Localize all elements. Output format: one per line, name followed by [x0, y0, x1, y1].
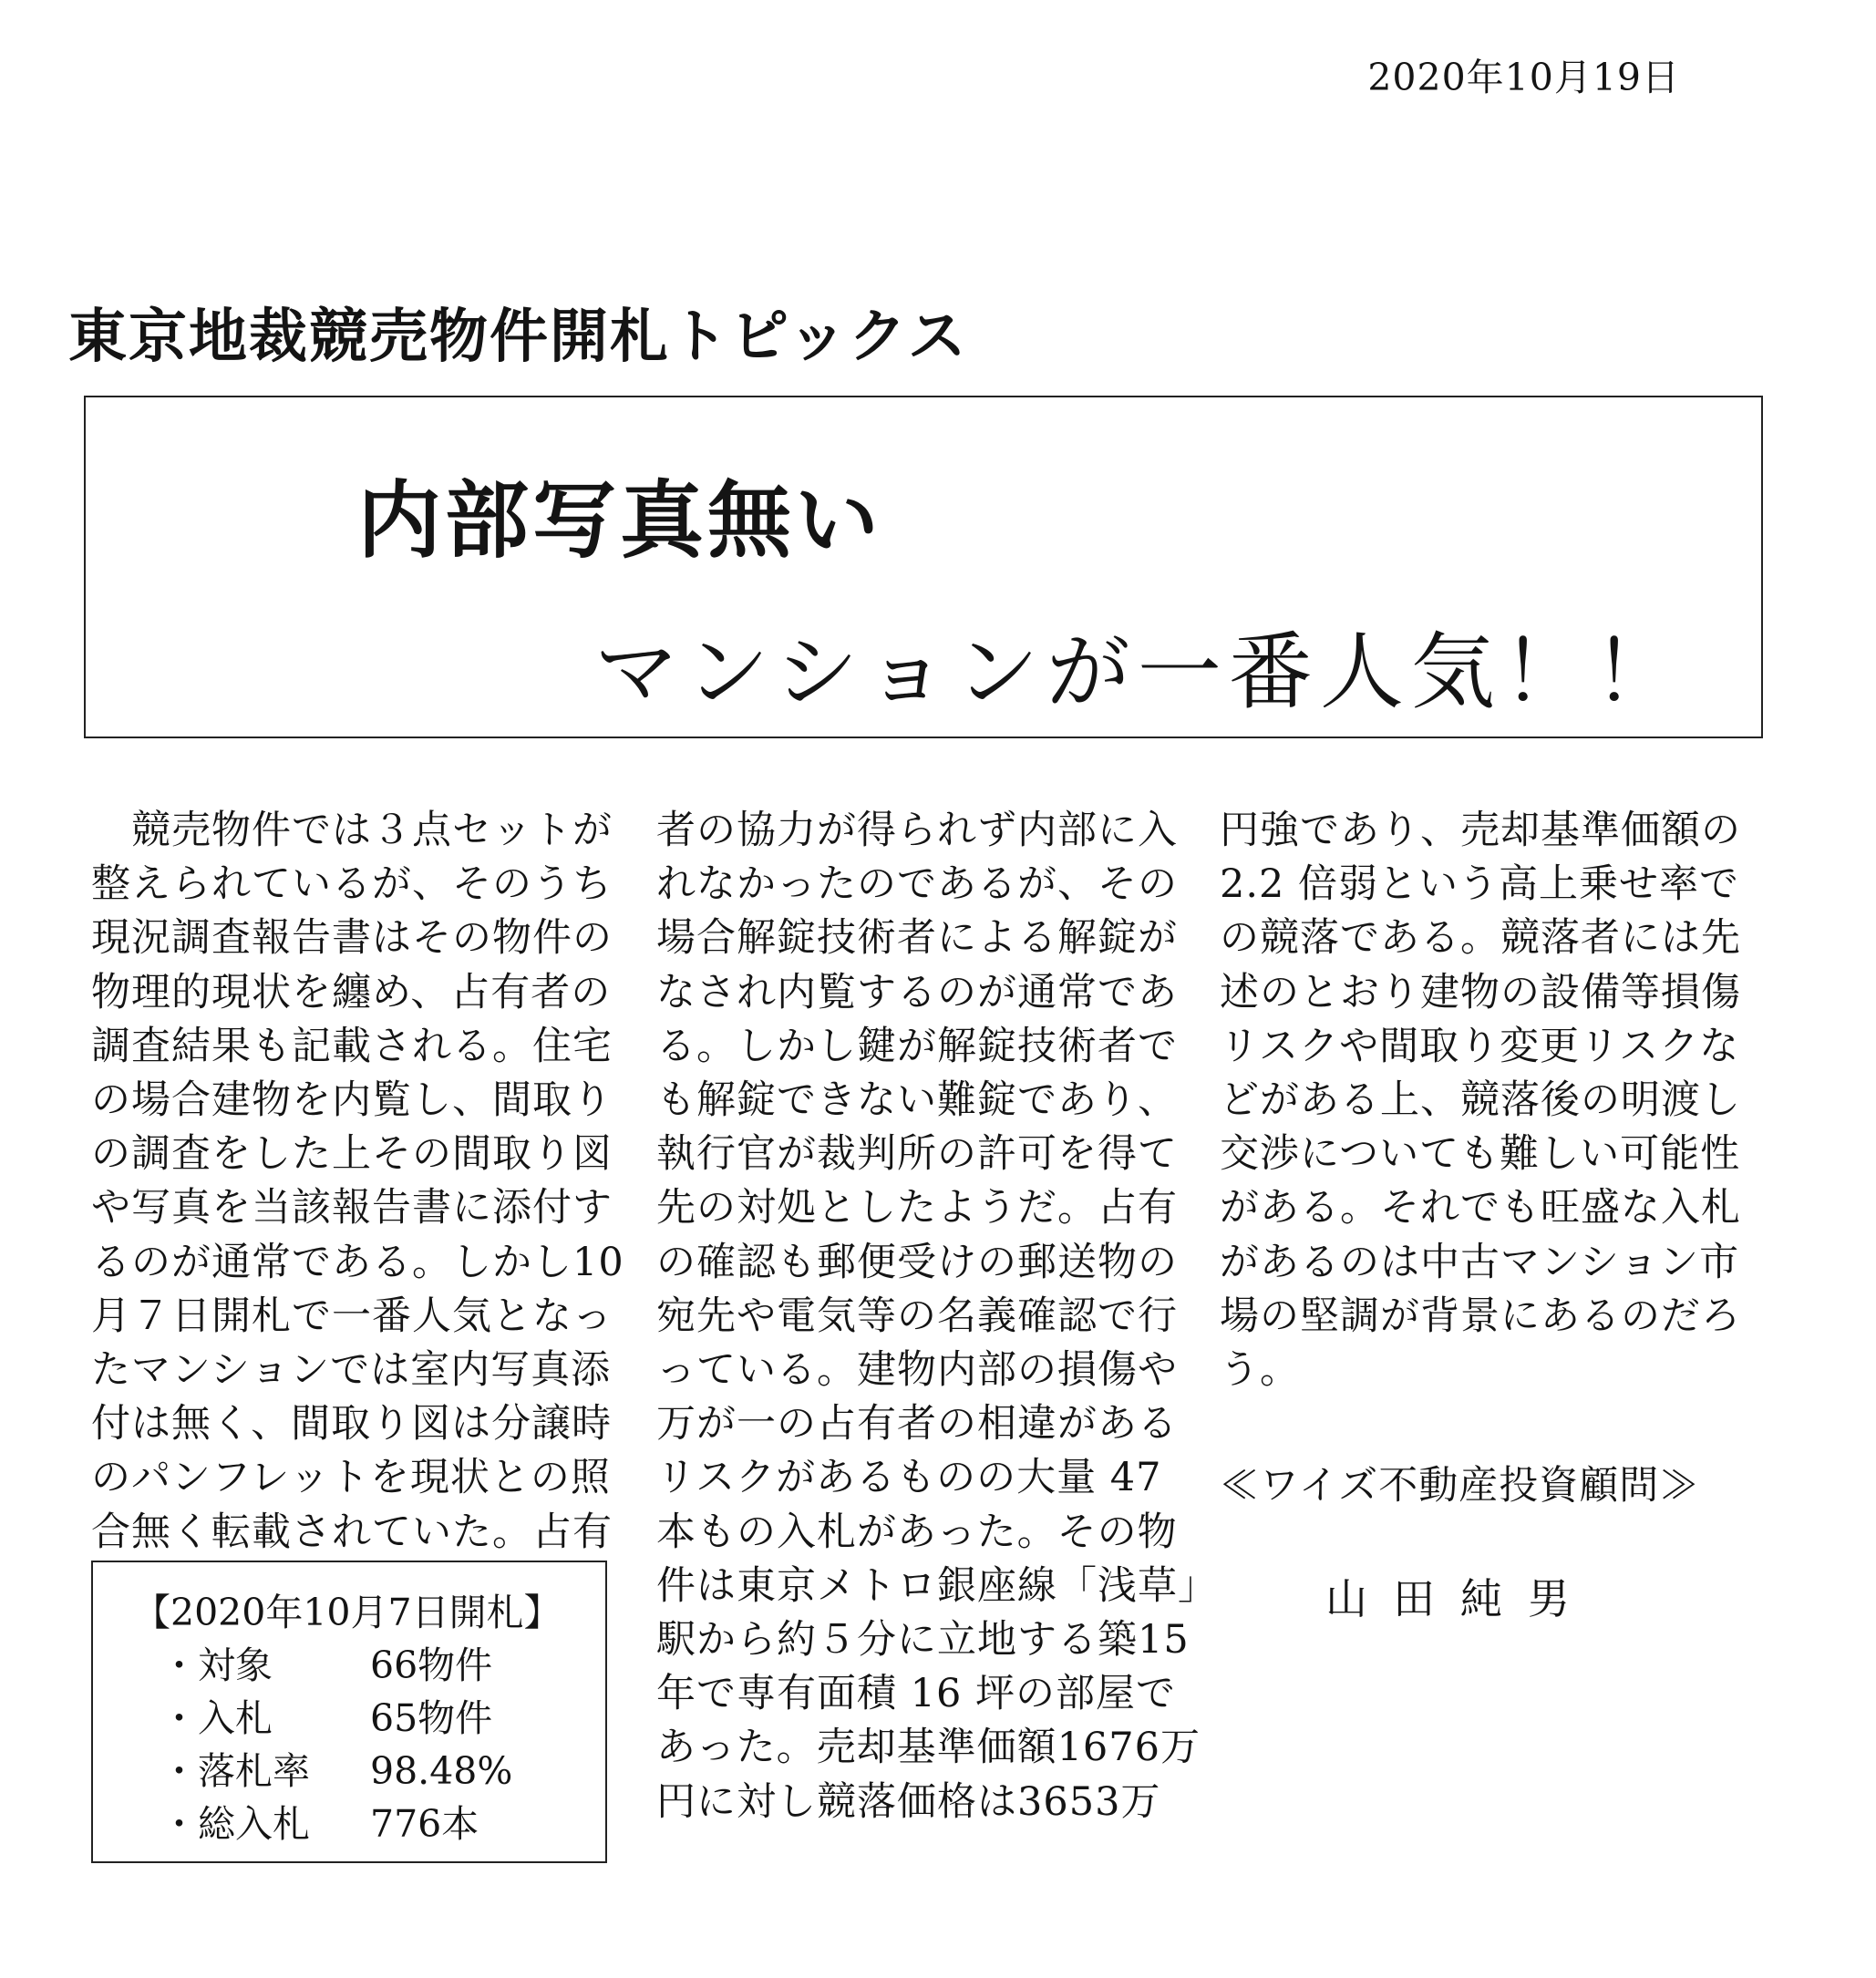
body-line: の競落である。競落者には先 — [1220, 915, 1741, 962]
body-line: 万が一の占有者の相違がある — [656, 1401, 1178, 1447]
body-line: のパンフレットを現状との照 — [91, 1455, 611, 1501]
body-line: 交渉についても難しい可能性 — [1220, 1131, 1741, 1178]
stat-value: 65物件 — [370, 1696, 493, 1740]
body-line: があるのは中古マンション市 — [1220, 1239, 1740, 1285]
body-line: う。 — [1220, 1347, 1300, 1394]
body-line: たマンションでは室内写真添 — [91, 1347, 612, 1394]
body-line: っている。建物内部の損傷や — [656, 1347, 1178, 1394]
stat-value: 98.48% — [370, 1749, 513, 1793]
author-name: 山田純男 — [1325, 1574, 1595, 1623]
body-line: の調査をした上その間取り図 — [91, 1131, 613, 1178]
body-line: 本もの入札があった。その物 — [656, 1509, 1178, 1555]
stat-label: ・落札率 — [160, 1749, 310, 1793]
body-column-2 — [656, 804, 1218, 1829]
body-line: 物理的現状を纏め、占有者の — [91, 969, 612, 1015]
body-line: 合無く転載されていた。占有 — [91, 1509, 613, 1555]
body-line: 2.2 倍弱という高上乗せ率で — [1220, 861, 1740, 908]
body-line: 駅から約５分に立地する築15 — [656, 1617, 1190, 1664]
body-line: 調査結果も記載される。住宅 — [91, 1023, 613, 1069]
headline-line-1: 内部写真無い — [357, 472, 883, 570]
body-line: リスクや間取り変更リスクな — [1220, 1023, 1740, 1069]
stat-label: ・対象 — [160, 1643, 273, 1687]
stat-row — [133, 1692, 605, 1745]
body-line: 円に対し競落価格は3653万 — [656, 1778, 1161, 1825]
body-line: る。しかし鍵が解錠技術者で — [656, 1023, 1178, 1069]
body-line: 整えられているが、そのうち — [91, 861, 613, 908]
body-column-1 — [91, 804, 624, 1560]
body-line: も解錠できない難錠であり、 — [656, 1077, 1178, 1124]
body-line: 執行官が裁判所の許可を得て — [656, 1131, 1178, 1178]
body-line: なされ内覧するのが通常であ — [656, 969, 1178, 1015]
stat-label: ・総入札 — [160, 1802, 310, 1846]
author-organization: ≪ワイズ不動産投資顧問≫ — [1220, 1463, 1700, 1509]
body-line: どがある上、競落後の明渡し — [1220, 1077, 1741, 1124]
stat-label: ・入札 — [160, 1696, 273, 1740]
body-line: 場の堅調が背景にあるのだろ — [1220, 1293, 1741, 1339]
stat-value: 776本 — [370, 1802, 479, 1846]
auction-stats-box — [91, 1561, 607, 1863]
article-date: 2020年10月19日 — [1367, 56, 1680, 99]
body-line: リスクがあるものの大量 47 — [656, 1455, 1162, 1501]
body-line: 月７日開札で一番人気となっ — [91, 1293, 613, 1339]
body-line: 現況調査報告書はその物件の — [91, 915, 613, 962]
stat-row — [133, 1745, 605, 1798]
stat-value: 66物件 — [370, 1643, 493, 1687]
body-line: の場合建物を内覧し、間取り — [91, 1077, 613, 1124]
body-line: や写真を当該報告書に添付す — [91, 1185, 613, 1231]
body-line: 先の対処としたようだ。占有 — [656, 1185, 1178, 1231]
stat-row — [133, 1798, 605, 1850]
body-line: 者の協力が得られず内部に入 — [656, 808, 1178, 853]
body-line: あった。売却基準価額1676万 — [656, 1725, 1201, 1771]
series-title: 東京地裁競売物件開札トピックス — [68, 304, 968, 371]
body-line: の確認も郵便受けの郵送物の — [656, 1239, 1178, 1285]
body-line: 付は無く、間取り図は分譲時 — [91, 1401, 613, 1447]
stat-row — [133, 1639, 605, 1692]
body-line: がある。それでも旺盛な入札 — [1220, 1185, 1741, 1231]
body-line: れなかったのであるが、その — [656, 861, 1178, 908]
body-line: 円強であり、売却基準価額の — [1220, 808, 1741, 853]
body-line: 述のとおり建物の設備等損傷 — [1220, 969, 1741, 1015]
body-line: 件は東京メトロ銀座線「浅草」 — [656, 1562, 1218, 1609]
body-column-3 — [1220, 804, 1741, 1397]
body-line: 宛先や電気等の名義確認で行 — [656, 1293, 1178, 1339]
headline-line-2: マンションが一番人気！！ — [594, 623, 1685, 721]
body-line: 競売物件では３点セットが — [91, 808, 613, 853]
body-line: 場合解錠技術者による解錠が — [656, 915, 1178, 962]
headline-box — [84, 396, 1763, 738]
stats-title: 【2020年10月7日開札】 — [133, 1591, 562, 1634]
body-line: 年で専有面積 16 坪の部屋で — [656, 1671, 1177, 1717]
body-line: るのが通常である。しかし10 — [91, 1239, 624, 1285]
